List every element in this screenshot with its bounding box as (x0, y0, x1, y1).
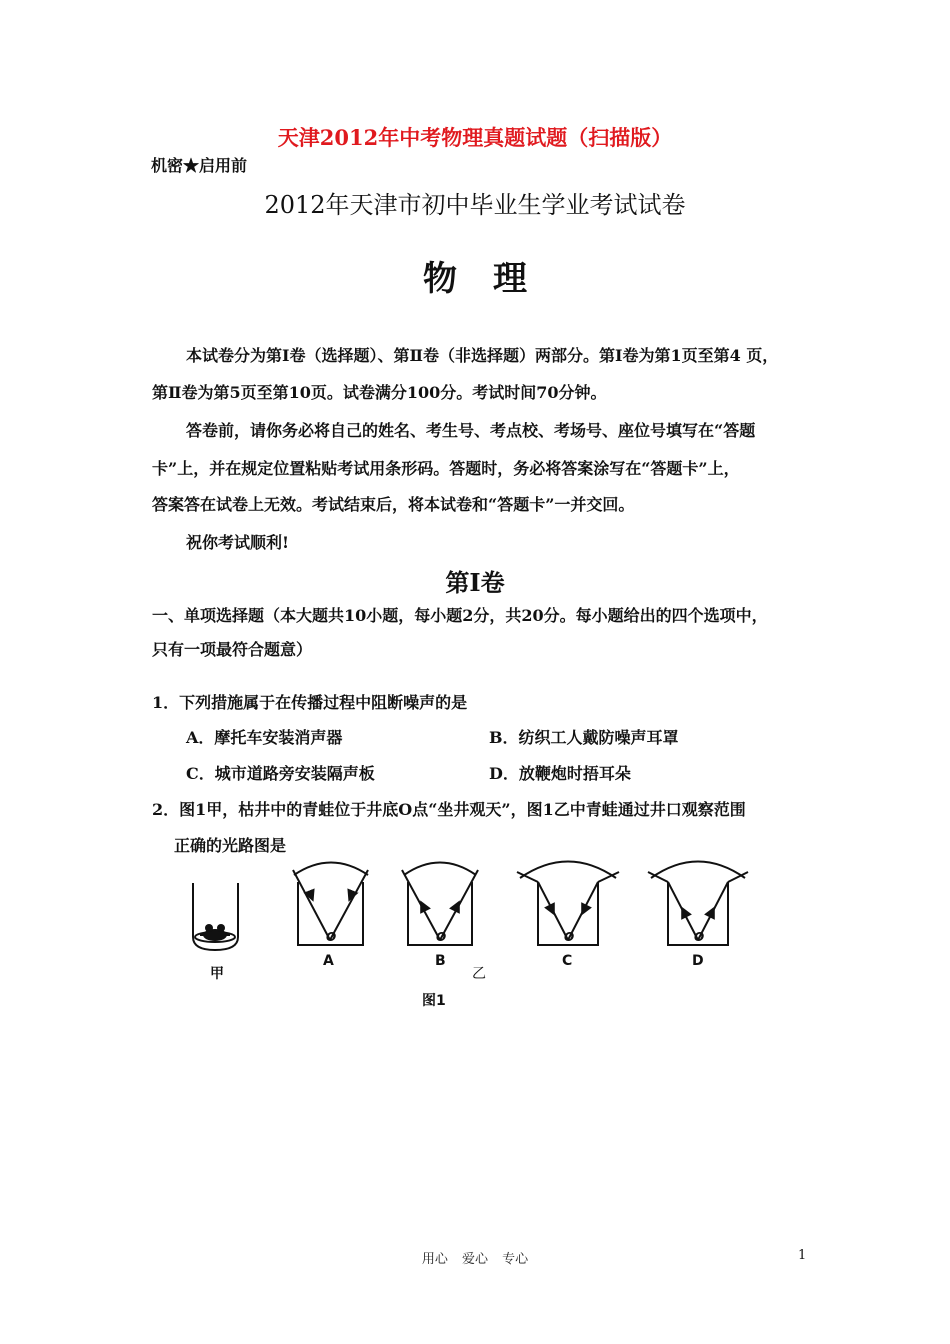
instruction-line: 卡”上，并在规定位置粘贴考试用条形码。答题时，务必将答案涂写在“答题卡”上， (152, 459, 740, 478)
figure-label-d: D (692, 953, 704, 969)
question-1-option-a: A．摩托车安装消声器 (186, 728, 343, 747)
figure-label-jia: 甲 (210, 966, 224, 982)
document-title: 天津2012年中考物理真题试题（扫描版） (277, 125, 673, 150)
question-2-stem: 正确的光路图是 (174, 836, 287, 855)
secret-mark: 机密★启用前 (151, 156, 248, 175)
point-o-label: O (694, 930, 705, 944)
figure-label-a: A (323, 953, 334, 969)
question-1-stem: 1．下列措施属于在传播过程中阻断噪声的是 (152, 693, 468, 712)
instruction-line: 本试卷分为第Ⅰ卷（选择题）、第Ⅱ卷（非选择题）两部分。第Ⅰ卷为第1页至第4 页， (186, 346, 779, 365)
question-2-stem: 2．图1甲，枯井中的青蛙位于井底O点“坐井观天”，图1乙中青蛙通过井口观察范围 (152, 800, 746, 819)
good-luck-text: 祝你考试顺利! (186, 533, 290, 552)
point-o-label: O (436, 930, 447, 944)
question-1-option-d: D．放鞭炮时捂耳朵 (489, 764, 631, 783)
section-heading: 一、单项选择题（本大题共10小题，每小题2分，共20分。每小题给出的四个选项中， (152, 606, 768, 625)
point-o-label: O (326, 930, 337, 944)
subject-title: 物理 (423, 259, 563, 299)
figure-label-b: B (435, 953, 446, 969)
question-1-option-c: C．城市道路旁安装隔声板 (186, 764, 375, 783)
instruction-line: 答卷前，请你务必将自己的姓名、考生号、考点校、考场号、座位号填写在“答题 (186, 421, 756, 440)
point-o-label: O (564, 930, 575, 944)
page-number: 1 (798, 1248, 807, 1263)
figure-label-yi: 乙 (472, 966, 486, 982)
frog-icon (200, 924, 230, 941)
figure-label-c: C (562, 953, 573, 969)
instruction-line: 第Ⅱ卷为第5页至第10页。试卷满分100分。考试时间70分钟。 (152, 383, 607, 402)
footer-motto: 用心 爱心 专心 (421, 1252, 529, 1267)
instruction-line: 答案答在试卷上无效。考试结束后，将本试卷和“答题卡”一并交回。 (152, 495, 635, 514)
question-1-option-b: B．纺织工人戴防噪声耳罩 (489, 728, 679, 747)
figure-caption: 图1 (422, 993, 446, 1009)
section-heading: 只有一项最符合题意） (152, 640, 313, 659)
exam-title: 2012年天津市初中毕业生学业考试试卷 (264, 191, 686, 219)
volume-heading: 第Ⅰ卷 (445, 568, 505, 597)
